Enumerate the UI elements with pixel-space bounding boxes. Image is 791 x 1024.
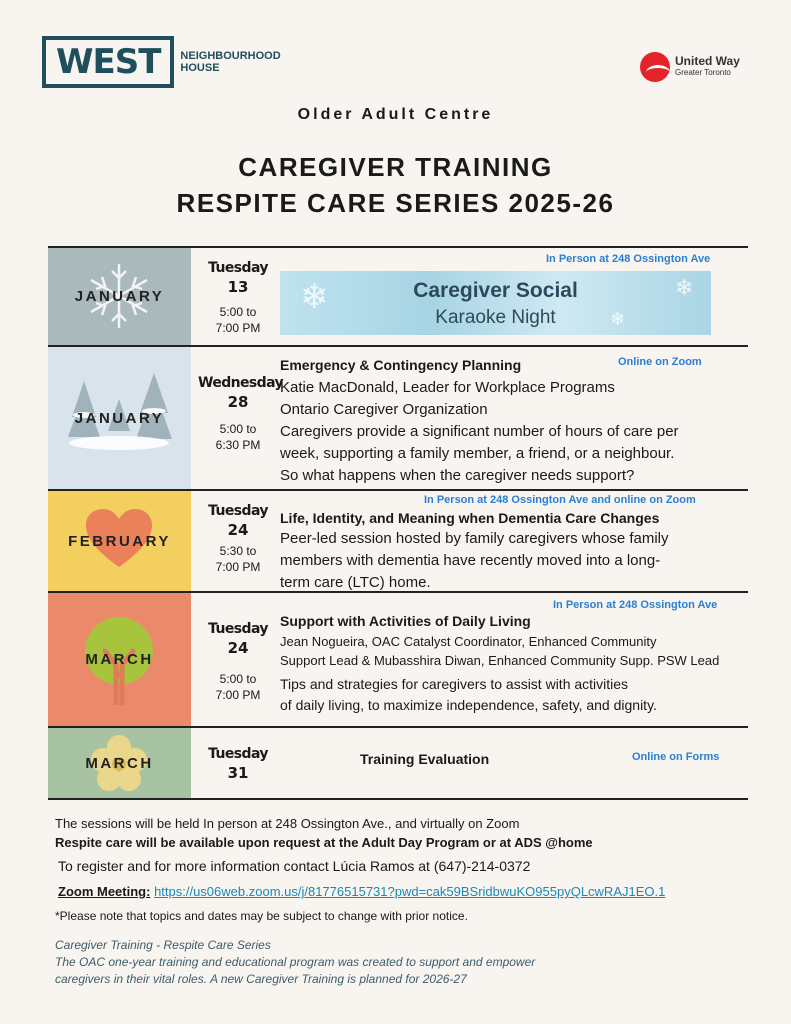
time-to: 7:00 PM (215, 321, 261, 335)
location-label: Online on Zoom (618, 356, 702, 368)
snowflake-icon: ❄ (300, 278, 329, 316)
month-cell (48, 248, 191, 345)
closing-line: The OAC one-year training and educational program was created to support and empower (55, 955, 536, 969)
speaker-line: Ontario Caregiver Organization (280, 401, 488, 418)
time-from: 5:00 to (219, 672, 257, 686)
date-number: 28 (227, 393, 249, 411)
row-divider (48, 798, 748, 800)
closing-line: caregivers in their vital roles. A new Caregiver Training is planned for 2026-27 (55, 972, 467, 986)
united-way-name: United Way (675, 54, 740, 68)
month-label: MARCH (85, 754, 154, 772)
description-line: Tips and strategies for caregivers to assist with activities (280, 676, 629, 692)
location-label: In Person at 248 Ossington Ave (546, 253, 711, 265)
speaker-line: Jean Nogueira, OAC Catalyst Coordinator, Enhanced Community (280, 634, 657, 649)
date-cell (198, 260, 278, 336)
united-way-icon (640, 52, 670, 82)
closing-title: Caregiver Training - Respite Care Series (55, 938, 271, 952)
month-cell (48, 347, 191, 489)
footer-register-info: To register and for more information contact Lúcia Ramos at (647)-214-0372 (58, 858, 531, 874)
day-label: Tuesday (208, 746, 268, 762)
month-cell (48, 491, 191, 591)
session-title: Life, Identity, and Meaning when Dementia Care Changes (280, 510, 660, 526)
date-number: 13 (227, 278, 249, 296)
location-label: Online on Forms (632, 751, 720, 763)
day-label: Wednesday (198, 375, 284, 391)
footer-respite-info: Respite care will be available upon request at the Adult Day Program or at ADS @home (55, 835, 593, 850)
west-logo-text: WEST (56, 42, 161, 82)
date-cell (198, 621, 278, 703)
month-cell (48, 593, 191, 726)
page-title-line1: CAREGIVER TRAINING (238, 152, 553, 182)
day-label: Tuesday (208, 260, 268, 276)
time-to: 7:00 PM (215, 560, 261, 574)
session-row-jan-13 (48, 248, 748, 345)
centre-name: Older Adult Centre (297, 106, 494, 123)
footer-sessions-info: The sessions will be held In person at 248 Ossington Ave., and virtually on Zoom (55, 816, 520, 831)
description-line: term care (LTC) home. (280, 574, 431, 591)
session-title: Training Evaluation (360, 751, 490, 767)
united-way-region: Greater Toronto (675, 68, 731, 77)
month-label: FEBRUARY (68, 532, 171, 550)
time-to: 7:00 PM (215, 688, 261, 702)
date-number: 24 (227, 521, 249, 539)
session-row-mar-24 (48, 593, 748, 726)
date-number: 31 (227, 764, 249, 782)
banner-title: Caregiver Social (413, 279, 578, 302)
west-sub-line2: HOUSE (180, 62, 220, 74)
banner-subtitle: Karaoke Night (435, 307, 556, 328)
west-logo-subtitle (180, 50, 280, 74)
month-label: JANUARY (74, 288, 165, 305)
day-label: Tuesday (208, 503, 268, 519)
west-sub-line1: NEIGHBOURHOOD (180, 50, 281, 62)
session-content (280, 357, 750, 487)
speaker-line: Katie MacDonald, Leader for Workplace Programs (280, 379, 615, 396)
session-title: Support with Activities of Daily Living (280, 613, 531, 629)
footer-note: *Please note that topics and dates may be subject to change with prior notice. (55, 909, 468, 923)
united-way-logo (640, 52, 740, 82)
page-title-line2: RESPITE CARE SERIES 2025-26 (176, 188, 615, 218)
date-cell (198, 375, 284, 453)
session-content (280, 510, 750, 594)
day-label: Tuesday (208, 621, 268, 637)
united-way-text (675, 56, 740, 78)
snowflake-icon: ❄ (610, 309, 626, 329)
description-line: Caregivers provide a significant number of hours of care per (280, 423, 679, 440)
session-row-jan-28 (48, 347, 748, 489)
location-label: In Person at 248 Ossington Ave and online on Zoom (424, 494, 696, 506)
month-label: JANUARY (74, 409, 165, 427)
speaker-line: Support Lead & Mubasshira Diwan, Enhanced Community Supp. PSW Lead (280, 653, 720, 668)
session-row-feb-24 (48, 491, 748, 591)
west-logo-box (42, 36, 174, 88)
time-from: 5:00 to (219, 305, 257, 319)
month-cell (48, 728, 191, 798)
date-cell (198, 503, 278, 575)
zoom-meeting-line (58, 884, 665, 899)
location-label: In Person at 248 Ossington Ave (553, 599, 718, 611)
caregiver-social-banner (280, 271, 711, 335)
session-row-mar-31 (48, 728, 748, 798)
zoom-meeting-link[interactable]: https://us06web.zoom.us/j/81776515731?pwd=cak59BSridbwuKO955pyQLcwRAJ1EO.1 (154, 884, 666, 899)
closing-statement (55, 937, 695, 988)
date-cell (198, 746, 278, 782)
time-from: 5:30 to (219, 544, 257, 558)
description-line: of daily living, to maximize independence, safety, and dignity. (280, 697, 657, 713)
time-to: 6:30 PM (215, 438, 261, 452)
description-line: members with dementia have recently moved into a long- (280, 552, 661, 569)
time-from: 5:00 to (219, 422, 257, 436)
snowflake-icon: ❄ (675, 275, 694, 300)
description-line: Peer-led session hosted by family caregivers whose family (280, 530, 669, 547)
zoom-meeting-label: Zoom Meeting: (58, 884, 151, 899)
date-number: 24 (227, 639, 249, 657)
description-line: week, supporting a family member, a friend, or a neighbour. (280, 445, 675, 462)
session-title: Emergency & Contingency Planning (280, 357, 522, 373)
description-line: So what happens when the caregiver needs support? (280, 467, 635, 484)
session-content (280, 613, 750, 716)
west-neighbourhood-house-logo (42, 36, 281, 88)
month-label: MARCH (85, 651, 154, 668)
